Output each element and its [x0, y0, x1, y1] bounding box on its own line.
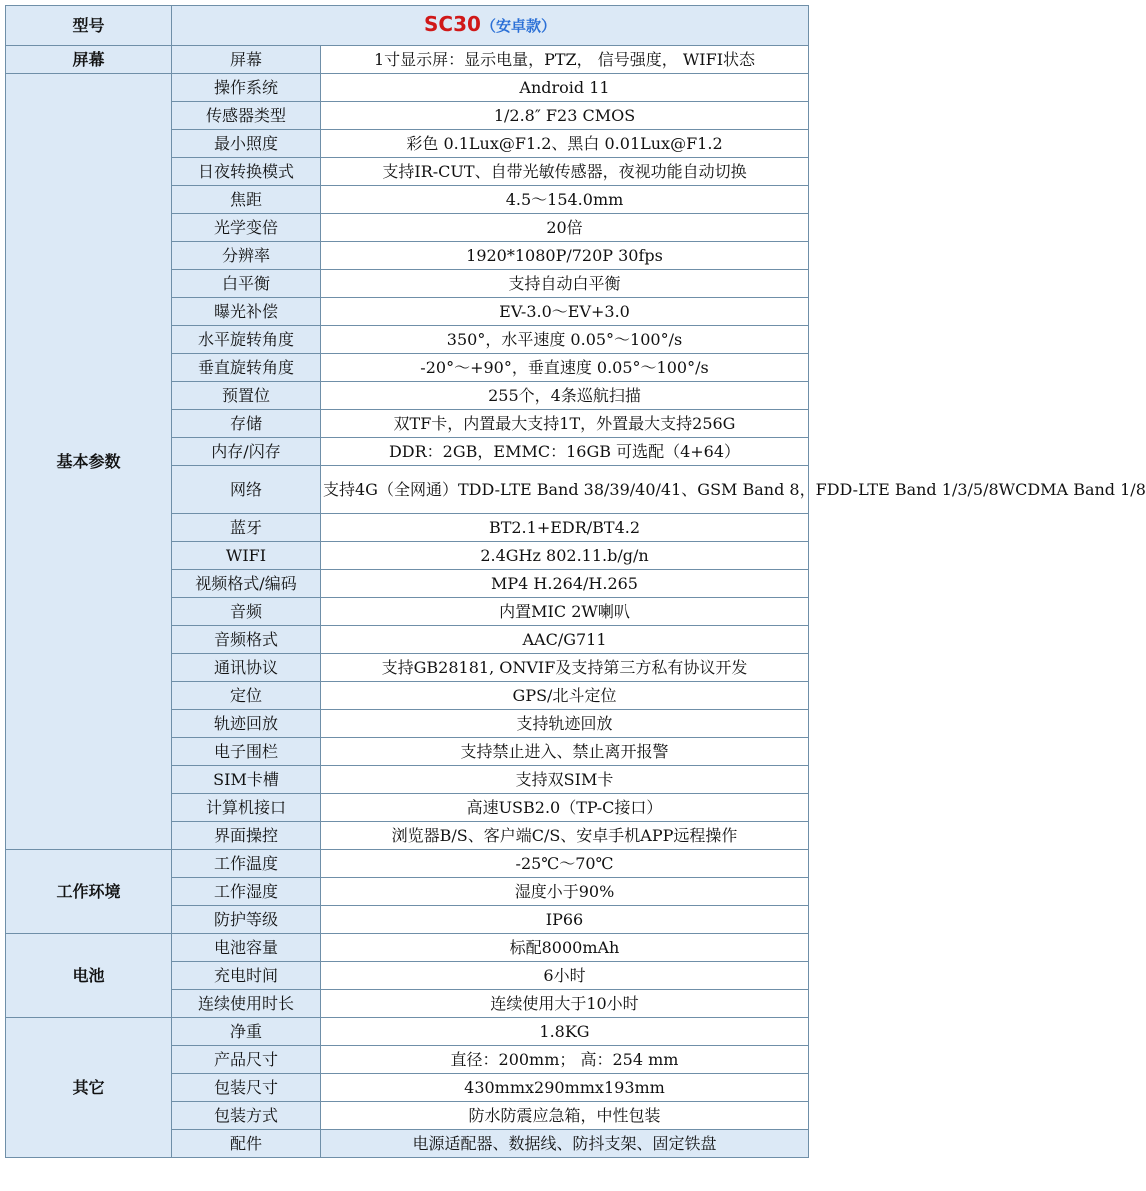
spec-value: EV-3.0～EV+3.0 [321, 298, 809, 326]
category-cell: 电池 [6, 934, 172, 1018]
spec-value: 支持IR-CUT、自带光敏传感器，夜视功能自动切换 [321, 158, 809, 186]
spec-label: 工作湿度 [172, 878, 321, 906]
spec-label: 网络 [172, 466, 321, 514]
spec-value: DDR：2GB，EMMC：16GB 可选配（4+64） [321, 438, 809, 466]
spec-value: 防水防震应急箱，中性包装 [321, 1102, 809, 1130]
spec-value: 支持双SIM卡 [321, 766, 809, 794]
spec-value: Android 11 [321, 74, 809, 102]
spec-label: 水平旋转角度 [172, 326, 321, 354]
spec-value: 双TF卡，内置最大支持1T，外置最大支持256G [321, 410, 809, 438]
spec-value: 1920*1080P/720P 30fps [321, 242, 809, 270]
category-cell: 其它 [6, 1018, 172, 1158]
spec-label: 连续使用时长 [172, 990, 321, 1018]
table-row [6, 46, 809, 74]
model-note: （安卓款） [480, 17, 556, 35]
spec-value: 支持4G（全网通）TDD-LTE Band 38/39/40/41、GSM Band 8，FDD-LTE Band 1/3/5/8WCDMA Band 1/8 [321, 466, 809, 514]
spec-label: 最小照度 [172, 130, 321, 158]
spec-label: 电子围栏 [172, 738, 321, 766]
category-cell: 基本参数 [6, 74, 172, 850]
spec-value: 连续使用大于10小时 [321, 990, 809, 1018]
spec-value: 直径：200mm； 高：254 mm [321, 1046, 809, 1074]
spec-value: 支持GB28181, ONVIF及支持第三方私有协议开发 [321, 654, 809, 682]
spec-value: MP4 H.264/H.265 [321, 570, 809, 598]
spec-value: AAC/G711 [321, 626, 809, 654]
spec-value: 4.5～154.0mm [321, 186, 809, 214]
spec-value: 430mmx290mmx193mm [321, 1074, 809, 1102]
spec-value: 彩色 0.1Lux@F1.2、黑白 0.01Lux@F1.2 [321, 130, 809, 158]
spec-label: 包装方式 [172, 1102, 321, 1130]
spec-value: 支持禁止进入、禁止离开报警 [321, 738, 809, 766]
spec-label: WIFI [172, 542, 321, 570]
spec-label: 曝光补偿 [172, 298, 321, 326]
spec-label: 屏幕 [172, 46, 321, 74]
spec-label: 电池容量 [172, 934, 321, 962]
table-row [6, 1018, 809, 1046]
spec-label: 分辨率 [172, 242, 321, 270]
model-name: SC30 [424, 12, 481, 36]
spec-value: 2.4GHz 802.11.b/g/n [321, 542, 809, 570]
spec-value: 6小时 [321, 962, 809, 990]
table-row [6, 850, 809, 878]
spec-value: 20倍 [321, 214, 809, 242]
spec-label: 视频格式/编码 [172, 570, 321, 598]
spec-label: SIM卡槽 [172, 766, 321, 794]
category-cell: 工作环境 [6, 850, 172, 934]
spec-label: 传感器类型 [172, 102, 321, 130]
spec-label: 垂直旋转角度 [172, 354, 321, 382]
spec-value: 浏览器B/S、客户端C/S、安卓手机APP远程操作 [321, 822, 809, 850]
spec-label: 光学变倍 [172, 214, 321, 242]
spec-table [5, 5, 1146, 1158]
model-label: 型号 [6, 6, 172, 46]
spec-value: 255个，4条巡航扫描 [321, 382, 809, 410]
spec-label: 内存/闪存 [172, 438, 321, 466]
spec-value: 350°，水平速度 0.05°～100°/s [321, 326, 809, 354]
spec-label: 音频 [172, 598, 321, 626]
spec-label: 计算机接口 [172, 794, 321, 822]
spec-label: 操作系统 [172, 74, 321, 102]
spec-value: -20°～+90°，垂直速度 0.05°～100°/s [321, 354, 809, 382]
model-cell [172, 6, 809, 46]
spec-value: 支持自动白平衡 [321, 270, 809, 298]
spec-label: 产品尺寸 [172, 1046, 321, 1074]
category-cell: 屏幕 [6, 46, 172, 74]
spec-value: 湿度小于90% [321, 878, 809, 906]
spec-label: 包装尺寸 [172, 1074, 321, 1102]
spec-value: 电源适配器、数据线、防抖支架、固定铁盘 [321, 1130, 809, 1158]
spec-value: 标配8000mAh [321, 934, 809, 962]
spec-value: IP66 [321, 906, 809, 934]
spec-value: 1寸显示屏：显示电量，PTZ， 信号强度， WIFI状态 [321, 46, 809, 74]
header-row [6, 6, 809, 46]
spec-label: 焦距 [172, 186, 321, 214]
spec-label: 轨迹回放 [172, 710, 321, 738]
spec-value: 高速USB2.0（TP-C接口） [321, 794, 809, 822]
spec-label: 日夜转换模式 [172, 158, 321, 186]
spec-table-body [6, 6, 1146, 1158]
spec-value: GPS/北斗定位 [321, 682, 809, 710]
spec-label: 白平衡 [172, 270, 321, 298]
spec-value: 1/2.8″ F23 CMOS [321, 102, 809, 130]
table-row [6, 74, 809, 102]
spec-label: 界面操控 [172, 822, 321, 850]
spec-label: 净重 [172, 1018, 321, 1046]
spec-label: 工作温度 [172, 850, 321, 878]
spec-value: BT2.1+EDR/BT4.2 [321, 514, 809, 542]
spec-value: 支持轨迹回放 [321, 710, 809, 738]
spec-label: 预置位 [172, 382, 321, 410]
spec-label: 通讯协议 [172, 654, 321, 682]
table-row [6, 934, 809, 962]
spec-label: 配件 [172, 1130, 321, 1158]
spec-value: 内置MIC 2W喇叭 [321, 598, 809, 626]
spec-value: -25℃～70℃ [321, 850, 809, 878]
spec-label: 充电时间 [172, 962, 321, 990]
spec-label: 防护等级 [172, 906, 321, 934]
spec-label: 存储 [172, 410, 321, 438]
spec-label: 定位 [172, 682, 321, 710]
spec-label: 音频格式 [172, 626, 321, 654]
spec-value: 1.8KG [321, 1018, 809, 1046]
spec-label: 蓝牙 [172, 514, 321, 542]
